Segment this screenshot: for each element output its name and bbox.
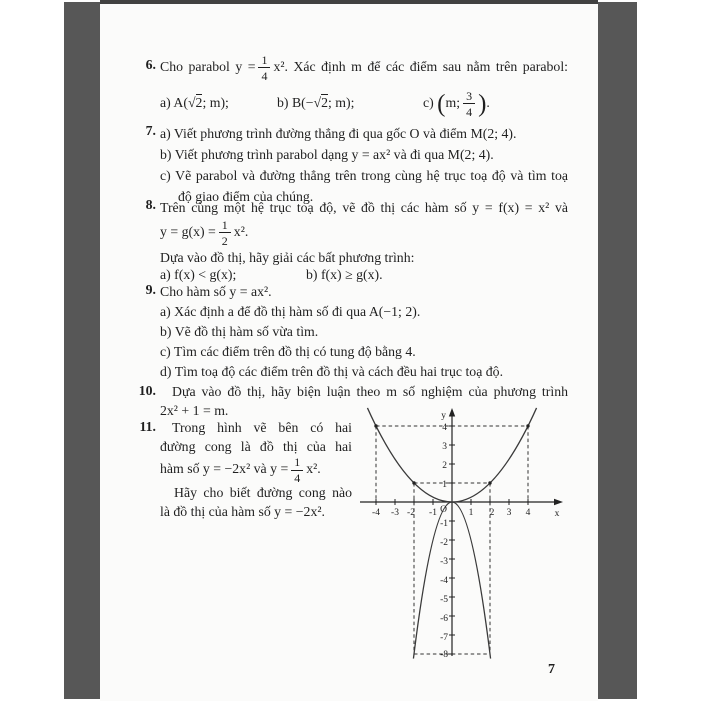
problem-9-c: c) Tìm các điểm trên đồ thị có tung độ bằng 4. [160,344,416,359]
item-b: b) B(−√2; m); [277,95,355,110]
problem-11-line5: là đồ thị của hàm số y = −2x². [160,503,325,519]
problem-11-line1: Trong hình vẽ bên có hai [172,420,352,435]
origin-label: O [440,505,447,515]
item-c: c) (m; $\frac{3}{4}$ ). [423,88,490,119]
x-axis-label: x [554,509,560,519]
problem-9 [145,282,568,382]
book-edge-shadow-right [598,2,637,699]
problem-number: 6. [145,57,156,72]
y-tick-label: -8 [440,650,448,660]
y-tick-label: 1 [442,480,447,490]
problem-7-c-cont: độ giao điểm của chúng. [178,189,314,204]
item-a: a) f(x) < g(x); [160,266,237,282]
fraction: $\frac{1}{4}$ [258,54,270,82]
problem-7-b: b) Viết phương trình parabol dạng y = ax² và đi qua M(2; 4). [160,147,494,162]
y-tick-label: -4 [440,576,448,586]
y-axis-arrow [449,408,455,417]
parabolas-figure [358,404,580,662]
problem-6 [145,52,568,119]
x-tick-label: -1 [429,508,437,518]
problem-6-intro: Cho parabol y = $\frac{1}{4}$ x². Xác định m để các điểm sau nằm trên parabol: [160,52,568,83]
problem-11-line3: hàm số y = −2x² và y = $\frac{1}{4}$ x². [160,455,321,485]
problem-7-a: a) Viết phương trình đường thẳng đi qua gốc O và điểm M(2; 4). [160,126,517,141]
problem-8-line3: Dựa vào đồ thị, hãy giải các bất phương trình: [160,249,415,265]
x-tick-label: 4 [525,508,531,518]
problem-8 [145,197,568,285]
y-tick-label: 3 [442,442,447,452]
problem-10-line2: 2x² + 1 = m. [160,402,229,418]
fraction: $\frac{1}{2}$ [219,219,231,247]
y-tick-label: 2 [442,461,447,471]
problem-9-a: a) Xác định a để đồ thị hàm số đi qua A(−1; 2). [160,304,421,319]
problem-10-line1: Dựa vào đồ thị, hãy biện luận theo m số nghiệm của phương trình [172,384,568,399]
x-tick-label: -2 [407,508,415,518]
problem-7-c: c) Vẽ parabol và đường thẳng trên trong cùng hệ trục toạ độ và tìm toạ [160,168,568,183]
fraction: $\frac{1}{4}$ [291,456,303,484]
textbook-page [100,0,598,701]
item-b: b) f(x) ≥ g(x). [306,266,383,282]
problem-6-items [160,88,568,118]
problem-8-line1: Trên cùng một hệ trục toạ độ, vẽ đồ thị các hàm số y = f(x) = x² và [160,200,568,215]
problem-number: 11. [139,419,156,434]
problem-11-line4: Hãy cho biết đường cong nào [174,485,352,500]
y-tick-label: -1 [440,519,448,529]
y-tick-label: -3 [440,557,448,567]
x-tick-label: 1 [468,508,474,518]
problem-number: 10. [138,383,156,398]
problem-7 [145,123,568,207]
y-tick-label: -2 [440,538,448,548]
y-tick-label: -5 [440,595,448,605]
item-a: a) A(√2; m); [160,95,229,110]
x-tick-label: -4 [372,508,380,518]
x-tick-label: -3 [391,508,399,518]
y-tick-label: -7 [440,633,448,643]
problem-number: 8. [145,197,156,212]
book-gutter-shadow-left [64,2,100,699]
problem-11 [139,419,352,521]
problem-9-d: d) Tìm toạ độ các điểm trên đồ thị và cách đều hai trục toạ độ. [160,364,504,379]
problem-9-b: b) Vẽ đồ thị hàm số vừa tìm. [160,324,319,339]
x-tick-label: 2 [489,508,495,518]
page-number: 7 [548,662,555,677]
problem-8-line2: y = g(x) = $\frac{1}{2}$ x². [160,217,249,248]
problem-number: 9. [145,282,156,297]
problem-number: 7. [145,123,156,138]
problem-11-line2: đường cong là đồ thị của hai [160,438,352,454]
x-tick-label: 3 [506,508,512,518]
y-tick-label: -6 [440,614,448,624]
fraction: $\frac{3}{4}$ [463,90,475,118]
problem-9-intro: Cho hàm số y = ax². [160,284,272,299]
x-axis-arrow [554,499,563,505]
y-axis-label: y [441,411,446,421]
y-tick-label: 4 [442,423,447,433]
